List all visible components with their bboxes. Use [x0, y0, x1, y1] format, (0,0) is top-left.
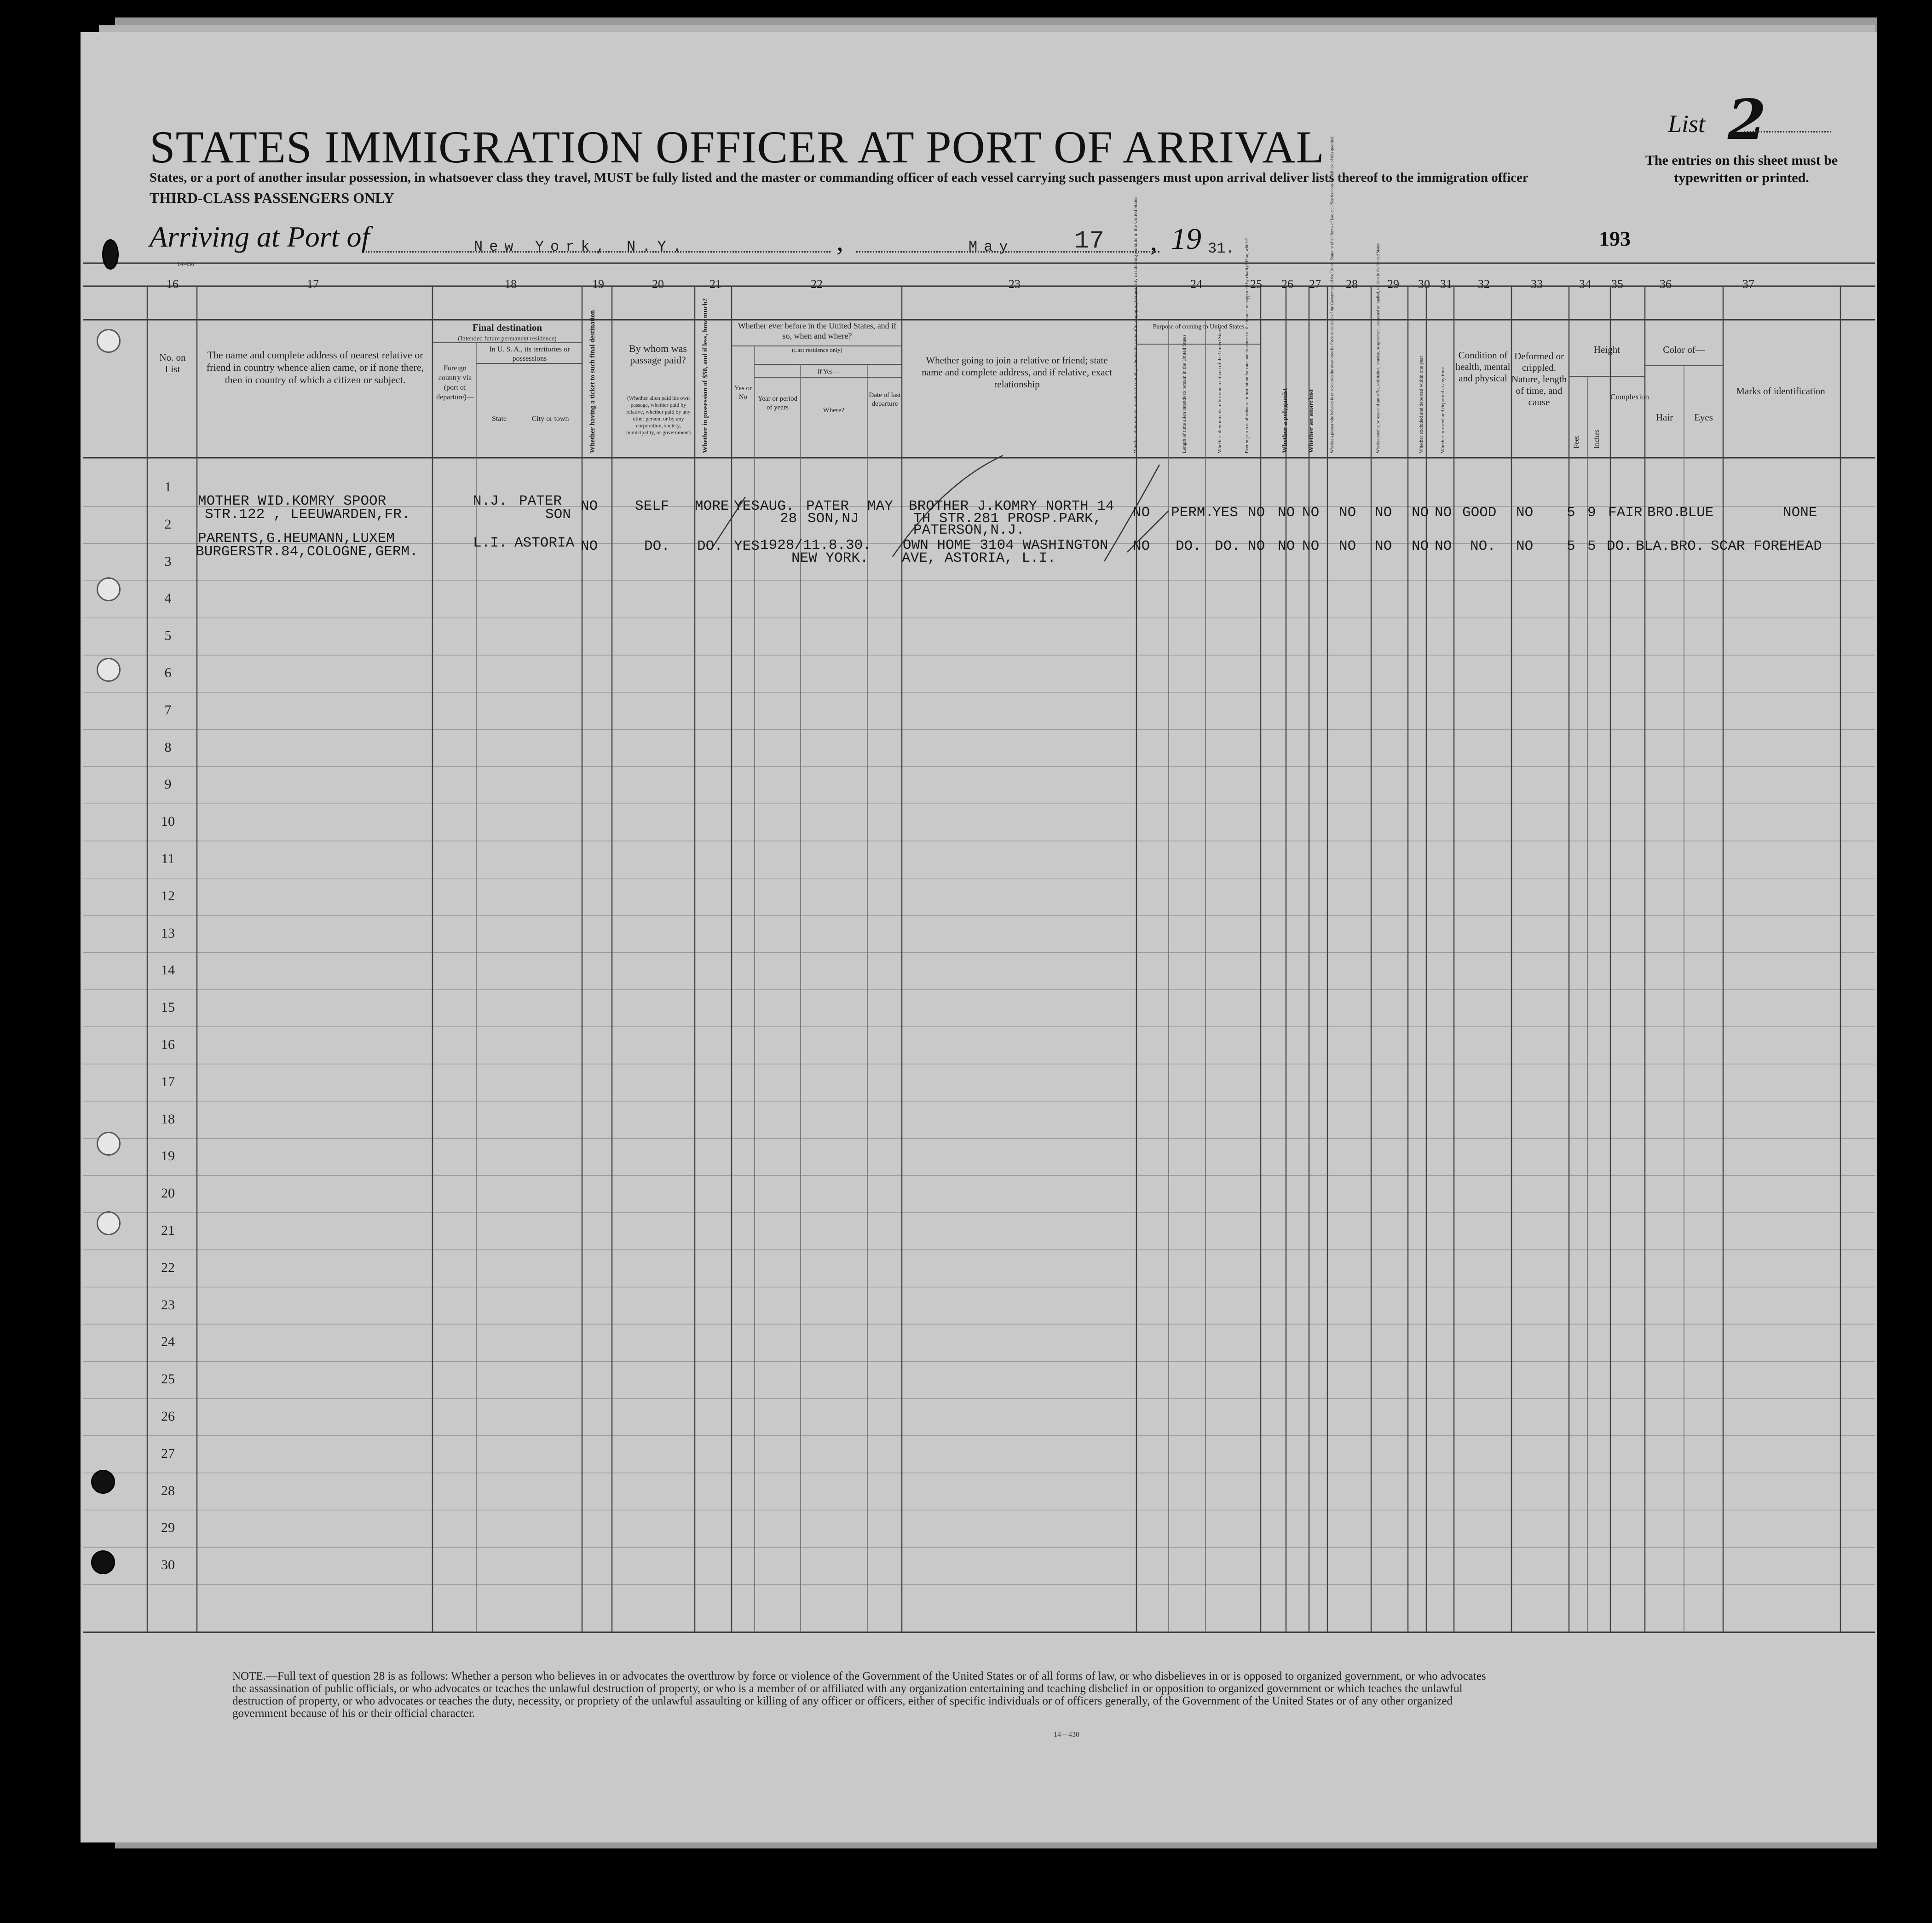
dest-city: PATER	[519, 493, 562, 509]
header-col-29: Whether coming by reason of any offer, solicitation, promise, or agreement, expressed or implied, to labor in the United States	[1376, 243, 1380, 453]
eye-color: BLUE	[1679, 505, 1714, 521]
list-label: List	[1668, 110, 1706, 138]
length-of-stay: DO.	[1176, 538, 1201, 554]
intends-citizen: YES	[1212, 505, 1238, 521]
header-purpose-c: Whether alien intends to become a citizen of the United States	[1217, 327, 1223, 453]
row-number: 18	[161, 1111, 175, 1127]
row-number: 15	[161, 1000, 175, 1015]
col-29: NO	[1375, 538, 1392, 554]
header-col-28	[1330, 324, 1334, 453]
row-number: 23	[161, 1297, 175, 1313]
joining-relative: AVE, ASTORIA, L.I.	[902, 550, 1056, 566]
header-inches: Inches	[1593, 429, 1601, 449]
row-number: 28	[161, 1483, 175, 1498]
header-col-30: Whether excluded and deported within one year	[1419, 356, 1424, 453]
header-ever-before-note: (Last residence only)	[792, 346, 842, 353]
form-year: 193	[1599, 227, 1631, 250]
row-number: 8	[164, 739, 172, 755]
col-num: 19	[592, 277, 604, 291]
col-num: 26	[1281, 277, 1293, 291]
arrival-month: May	[969, 238, 1015, 255]
previous-residence: PATER	[806, 498, 849, 514]
identification-marks: SCAR FOREHEAD	[1711, 538, 1822, 554]
eye-color: BRO.	[1670, 538, 1705, 554]
passage-paid-by: DO.	[644, 538, 670, 554]
row-number: 30	[161, 1557, 175, 1573]
header-health: Condition of health, mental and physical	[1455, 350, 1511, 384]
port-comma: ,	[836, 226, 843, 256]
header-date-departure: Date of last departure	[869, 392, 901, 408]
header-col-31: Whether arrested and deported at any time	[1440, 367, 1446, 453]
binder-hole	[91, 1470, 115, 1494]
row-number: 21	[161, 1223, 175, 1238]
health: NO.	[1470, 538, 1496, 554]
header-foreign-country: Foreign country via (port of departure)—	[436, 364, 474, 401]
col-26: NO	[1278, 505, 1295, 521]
header-passage-paid: By whom was passage paid?	[629, 343, 687, 366]
col-num: 17	[307, 277, 319, 291]
col-num: 37	[1742, 277, 1754, 291]
col-num: 18	[505, 277, 517, 291]
complexion: DO.	[1607, 538, 1632, 554]
header-height: Height	[1593, 344, 1621, 355]
col-num: 34	[1579, 277, 1591, 291]
col-num: 22	[811, 277, 823, 291]
col-26: NO	[1278, 538, 1295, 554]
header-color-of: Color of—	[1663, 344, 1705, 355]
col-num: 24	[1190, 277, 1202, 291]
col-num: 32	[1478, 277, 1490, 291]
header-col-27: Whether an anarchist	[1308, 389, 1315, 453]
col-29: NO	[1375, 505, 1392, 521]
header-passage-note: (Whether alien paid his own passage, whether paid by relative, whether paid by any other person, or by any corporation, society, municipality, or government)	[626, 395, 691, 436]
row-number: 2	[164, 516, 172, 532]
header-final-destination: Final destination	[472, 322, 542, 333]
relative-address: BURGERSTR.84,COLOGNE,GERM.	[196, 544, 418, 560]
row-number: 5	[164, 628, 172, 644]
class-label: THIRD-CLASS PASSENGERS ONLY	[150, 190, 394, 206]
date-comma: ,	[1150, 226, 1157, 256]
header-if-yes: If Yes—	[817, 368, 839, 375]
hair-color: BLA.	[1636, 538, 1670, 554]
possession-50: DO.	[697, 538, 723, 554]
port-of-arrival: New York, N.Y.	[474, 238, 688, 255]
instruction-text: States, or a port of another insular possession, in whatsoever class they travel, MUST be fully listed and the master or commanding officer of each vessel carrying such passengers must upon arrival deliver lists thereof to the immigration officer	[150, 170, 1528, 185]
col-30: NO	[1412, 538, 1429, 554]
header-col-26: Whether a polygamist	[1281, 388, 1289, 453]
departure-date: MAY	[867, 498, 893, 514]
height-feet: 5	[1567, 538, 1575, 554]
passage-paid-by: SELF	[635, 498, 669, 514]
col-25: NO	[1248, 505, 1265, 521]
col-num: 28	[1346, 277, 1358, 291]
row-number: 24	[161, 1334, 175, 1350]
header-city: City or town	[531, 415, 569, 423]
previous-residence: NEW YORK.	[791, 550, 869, 566]
header-where: Where?	[823, 407, 845, 414]
row-number: 12	[161, 888, 175, 904]
col-num: 29	[1387, 277, 1399, 291]
header-state: State	[492, 415, 507, 423]
joining-relative: PATERSON,N.J.	[913, 522, 1025, 538]
year-suffix: 31.	[1208, 240, 1234, 257]
binder-hole	[97, 1132, 121, 1156]
binder-hole	[97, 658, 121, 682]
col-28: NO	[1339, 538, 1356, 554]
row-number: 27	[161, 1445, 175, 1461]
dest-state: N.J.	[473, 493, 508, 509]
identification-marks: NONE	[1783, 505, 1817, 521]
col-num: 35	[1611, 277, 1623, 291]
list-number: 2	[1728, 87, 1766, 152]
header-ticket: Whether having a ticket to such final destination	[589, 310, 596, 453]
header-hair: Hair	[1655, 412, 1673, 423]
col-num: 16	[167, 277, 179, 291]
col-num: 31	[1440, 277, 1452, 291]
row-number: 19	[161, 1148, 175, 1164]
header-purpose-a	[1133, 350, 1138, 453]
col-num: 27	[1309, 277, 1321, 291]
col-30: NO	[1412, 505, 1429, 521]
col-num: 23	[1009, 277, 1021, 291]
row-number: 14	[161, 962, 175, 978]
binder-hole	[97, 1211, 121, 1235]
complexion: FAIR	[1608, 505, 1643, 521]
row-number: 16	[161, 1037, 175, 1052]
binder-hole	[91, 1550, 115, 1574]
col-num: 36	[1660, 277, 1672, 291]
header-deformed: Deformed or crippled. Nature, length of time, and cause	[1511, 351, 1567, 408]
header-yes-no: Yes or No	[734, 385, 752, 401]
row-number: 7	[164, 702, 172, 718]
header-in-usa: In U. S. A., its territories or possessions	[489, 345, 570, 363]
year-prefix: 19	[1171, 222, 1201, 256]
col-num: 20	[652, 277, 664, 291]
row-number: 20	[161, 1186, 175, 1201]
col-31: NO	[1435, 538, 1452, 554]
row-number: 9	[164, 777, 172, 792]
relative-address: PARENTS,G.HEUMANN,LUXEM	[198, 530, 395, 547]
intends-return: NO	[1133, 505, 1150, 521]
form-id: 14-430	[177, 260, 194, 267]
col-28: NO	[1339, 505, 1356, 521]
relative-address: STR.122 , LEEUWARDEN,FR.	[205, 507, 410, 523]
row-number: 22	[161, 1260, 175, 1275]
header-eyes: Eyes	[1694, 412, 1713, 423]
ever-before: YES	[734, 538, 760, 554]
year-period: 1928/11.8.30.	[760, 537, 871, 553]
page-title: STATES IMMIGRATION OFFICER AT PORT OF ARRIVAL	[150, 121, 1325, 173]
row-number: 4	[164, 591, 172, 606]
health: GOOD	[1462, 505, 1497, 521]
row-number: 1	[164, 479, 172, 495]
arrival-day: 17	[1074, 227, 1104, 255]
col-27: NO	[1302, 505, 1320, 521]
row-number: 25	[161, 1371, 175, 1387]
header-joining: Whether going to join a relative or friend; state name and complete address, and if relative, exact relationship	[922, 355, 1112, 390]
height-inches: 5	[1587, 538, 1596, 554]
footnote-form-number: 14—430	[1054, 1731, 1079, 1739]
col-num: 25	[1250, 277, 1262, 291]
row-number: 3	[164, 553, 172, 569]
binder-hole	[102, 239, 119, 270]
height-inches: 9	[1587, 505, 1596, 521]
header-no-on-list: No. on List	[159, 352, 186, 374]
header-final-destination-note: (Intended future permanent residence)	[458, 335, 557, 342]
binder-hole	[97, 577, 121, 601]
row-number: 26	[161, 1409, 175, 1424]
header-marks: Marks of identification	[1736, 386, 1825, 397]
typewritten-note: The entries on this sheet must be typewritten or printed.	[1645, 153, 1838, 185]
binder-hole	[97, 329, 121, 353]
header-possession-50: Whether in possession of $50, and if less, how much?	[702, 298, 709, 453]
row-number: 17	[161, 1074, 175, 1089]
dest-city: ASTORIA	[514, 535, 575, 551]
possession-50: MORE	[695, 498, 729, 514]
year-period: 28	[780, 511, 797, 527]
ticket: NO	[581, 498, 598, 514]
footnote-question-28: NOTE.—Full text of question 28 is as follows: Whether a person who believes in or advocates the overthrow by force or violence of the Government of the United States or of all forms of law, or who disbelieves in or is opposed to organized government, or who advocates the assassination of public officials, or who advocates or teaches the unlawful destruction of property, or who is a member of or affiliated with any organization entertaining and teaching disbelief in or opposition to organized government or which teaches the unlawful destruction of property, or who advocates or teaches the duty, necessity, or propriety of the unlawful assaulting or killing of any officer or officers, either of specific individuals or of officers generally, of the Government of the United States or of any other organized government because of his or their official character.	[232, 1670, 1486, 1720]
hair-color: BRO.	[1647, 505, 1682, 521]
col-num: 21	[709, 277, 721, 291]
length-of-stay: PERM.	[1171, 505, 1214, 521]
dest-state: L.I.	[473, 535, 508, 551]
intends-return: NO	[1133, 538, 1150, 554]
row-number: 29	[161, 1520, 175, 1536]
header-col-25: Ever in prison or almshouse or institution for care and treatment of the insane, or supported by charity? If so, which?	[1245, 238, 1250, 453]
deformed: NO	[1516, 538, 1534, 554]
previous-residence: SON,NJ	[807, 511, 859, 527]
dest-city: SON	[545, 507, 571, 523]
header-purpose: Purpose of coming to United States	[1153, 323, 1245, 330]
joining-relative: BROTHER J.KOMRY NORTH 14	[909, 498, 1114, 514]
header-year-period: Year or period of years	[758, 395, 797, 411]
col-num: 33	[1531, 277, 1543, 291]
col-num: 30	[1418, 277, 1430, 291]
header-feet: Feet	[1573, 436, 1580, 449]
joining-relative: TH STR.281 PROSP.PARK,	[913, 511, 1102, 527]
ever-before: YES	[734, 498, 760, 514]
header-ever-before: Whether ever before in the United States, and if so, when and where?	[738, 321, 897, 340]
row-number: 13	[161, 925, 175, 941]
intends-citizen: DO.	[1215, 538, 1240, 554]
header-purpose-b: Length of time alien intends to remain in the United States	[1182, 334, 1187, 453]
relative-address: MOTHER WID.KOMRY SPOOR	[198, 493, 386, 509]
joining-relative: OWN HOME 3104 WASHINGTON	[903, 537, 1108, 553]
row-number: 11	[161, 851, 175, 866]
header-nearest-relative: The name and complete address of nearest relative or friend in country whence alien came, or if none there, then in country of which a citizen or subject.	[206, 349, 424, 386]
height-feet: 5	[1567, 505, 1575, 521]
col-25: NO	[1248, 538, 1265, 554]
deformed: NO	[1516, 505, 1534, 521]
row-number: 6	[164, 665, 172, 680]
col-31: NO	[1435, 505, 1452, 521]
row-number: 10	[161, 814, 175, 829]
arriving-label: Arriving at Port of	[150, 220, 370, 253]
ticket: NO	[581, 538, 598, 554]
year-period: AUG.	[760, 498, 795, 514]
col-27: NO	[1302, 538, 1320, 554]
header-complexion: Complexion	[1610, 392, 1649, 401]
